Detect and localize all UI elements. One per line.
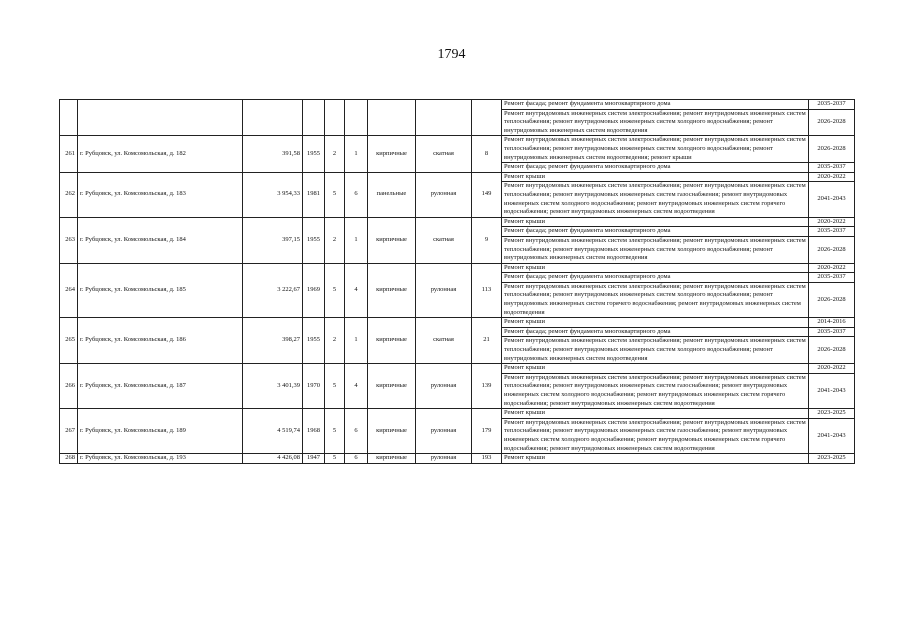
address-cell: г. Рубцовск, ул. Комсомольская, д. 183 [78, 172, 243, 217]
work-type-cell: Ремонт внутридомовых инженерных систем электроснабжения; ремонт внутридомовых инженерных систем теплоснабжения; ремонт внутридомовых инженерных систем газоснабжения; ремонт внутридомовых инженерных систем холодного водоснабжения; ремонт внутридомовых инженерных систем горячего водоснабжения; ремонт внутридомовых инженерных систем водоотведения [502, 418, 809, 453]
floors-cell [325, 100, 345, 136]
roof-type-cell: скатная [416, 136, 472, 172]
address-cell: г. Рубцовск, ул. Комсомольская, д. 186 [78, 318, 243, 364]
entrances-cell: 4 [345, 263, 368, 318]
apartments-cell: 193 [472, 454, 502, 464]
address-cell: г. Рубцовск, ул. Комсомольская, д. 187 [78, 364, 243, 409]
row-number [60, 100, 78, 136]
period-cell: 2026-2028 [809, 236, 855, 263]
table-row [60, 364, 855, 374]
period-cell: 2020-2022 [809, 364, 855, 374]
work-type-cell: Ремонт внутридомовых инженерных систем электроснабжения; ремонт внутридомовых инженерных систем теплоснабжения; ремонт внутридомовых инженерных систем газоснабжения; ремонт внутридомовых инженерных систем холодного водоснабжения; ремонт внутридомовых инженерных систем горячего водоснабжения; ремонт внутридомовых инженерных систем водоотведения [502, 373, 809, 408]
roof-type-cell: рулонная [416, 172, 472, 217]
work-type-cell: Ремонт внутридомовых инженерных систем электроснабжения; ремонт внутридомовых инженерных систем теплоснабжения; ремонт внутридомовых инженерных систем холодного водоснабжения; ремонт внутридомовых инженерных систем водоотведения [502, 236, 809, 263]
year-cell: 1947 [303, 454, 325, 464]
area-cell: 391,58 [243, 136, 303, 172]
address-cell [78, 100, 243, 136]
work-type-cell: Ремонт крыши [502, 364, 809, 374]
work-type-cell: Ремонт внутридомовых инженерных систем электроснабжения; ремонт внутридомовых инженерных систем теплоснабжения; ремонт внутридомовых инженерных систем газоснабжения; ремонт внутридомовых инженерных систем холодного водоснабжения; ремонт внутридомовых инженерных систем горячего водоснабжения; ремонт внутридомовых инженерных систем водоотведения [502, 182, 809, 217]
year-cell: 1955 [303, 136, 325, 172]
apartments-cell: 8 [472, 136, 502, 172]
address-cell: г. Рубцовск, ул. Комсомольская, д. 189 [78, 409, 243, 454]
row-number: 261 [60, 136, 78, 172]
area-cell: 4 519,74 [243, 409, 303, 454]
floors-cell: 2 [325, 136, 345, 172]
period-cell: 2026-2028 [809, 337, 855, 364]
roof-type-cell: рулонная [416, 364, 472, 409]
work-type-cell: Ремонт крыши [502, 263, 809, 273]
page-number: 1794 [437, 47, 466, 62]
work-type-cell: Ремонт крыши [502, 318, 809, 328]
floors-cell: 5 [325, 409, 345, 454]
work-type-cell: Ремонт фасада; ремонт фундамента многоквартирного дома [502, 163, 809, 173]
floors-cell: 2 [325, 217, 345, 263]
apartments-cell: 21 [472, 318, 502, 364]
period-cell: 2020-2022 [809, 263, 855, 273]
row-number: 262 [60, 172, 78, 217]
apartments-cell: 149 [472, 172, 502, 217]
wall-material-cell: кирпичные [368, 136, 416, 172]
wall-material-cell: кирпичные [368, 409, 416, 454]
period-cell: 2035-2037 [809, 327, 855, 337]
period-cell: 2035-2037 [809, 273, 855, 283]
entrances-cell: 6 [345, 172, 368, 217]
row-number: 267 [60, 409, 78, 454]
floors-cell: 5 [325, 454, 345, 464]
table-row [60, 136, 855, 163]
work-type-cell: Ремонт внутридомовых инженерных систем электроснабжения; ремонт внутридомовых инженерных систем теплоснабжения; ремонт внутридомовых инженерных систем холодного водоснабжения; ремонт внутридомовых инженерных систем горячего водоснабжения; ремонт внутридомовых инженерных систем водоотведения [502, 282, 809, 317]
area-cell: 398,27 [243, 318, 303, 364]
wall-material-cell: кирпичные [368, 364, 416, 409]
work-type-cell: Ремонт внутридомовых инженерных систем электроснабжения; ремонт внутридомовых инженерных систем теплоснабжения; ремонт внутридомовых инженерных систем холодного водоснабжения; ремонт внутридомовых инженерных систем водоотведения [502, 109, 809, 136]
entrances-cell: 4 [345, 364, 368, 409]
table-row [60, 409, 855, 419]
row-number: 265 [60, 318, 78, 364]
work-type-cell: Ремонт фасада; ремонт фундамента многоквартирного дома [502, 100, 809, 110]
period-cell: 2035-2037 [809, 100, 855, 110]
row-number: 266 [60, 364, 78, 409]
work-type-cell: Ремонт фасада; ремонт фундамента многоквартирного дома [502, 273, 809, 283]
period-cell: 2014-2016 [809, 318, 855, 328]
address-cell: г. Рубцовск, ул. Комсомольская, д. 182 [78, 136, 243, 172]
apartments-cell [472, 100, 502, 136]
row-number: 263 [60, 217, 78, 263]
row-number: 268 [60, 454, 78, 464]
year-cell: 1981 [303, 172, 325, 217]
table-row [60, 318, 855, 328]
entrances-cell [345, 100, 368, 136]
table-row [60, 100, 855, 110]
area-cell: 4 426,08 [243, 454, 303, 464]
period-cell: 2023-2025 [809, 409, 855, 419]
work-type-cell: Ремонт внутридомовых инженерных систем электроснабжения; ремонт внутридомовых инженерных систем теплоснабжения; ремонт внутридомовых инженерных систем холодного водоснабжения; ремонт внутридомовых инженерных систем водоотведения [502, 337, 809, 364]
entrances-cell: 6 [345, 454, 368, 464]
area-cell: 397,15 [243, 217, 303, 263]
area-cell [243, 100, 303, 136]
entrances-cell: 1 [345, 318, 368, 364]
period-cell: 2026-2028 [809, 282, 855, 317]
floors-cell: 2 [325, 318, 345, 364]
area-cell: 3 954,33 [243, 172, 303, 217]
table-row [60, 172, 855, 182]
address-cell: г. Рубцовск, ул. Комсомольская, д. 184 [78, 217, 243, 263]
period-cell: 2041-2043 [809, 373, 855, 408]
wall-material-cell: панельные [368, 172, 416, 217]
period-cell: 2026-2028 [809, 136, 855, 163]
area-cell: 3 222,67 [243, 263, 303, 318]
wall-material-cell: кирпичные [368, 318, 416, 364]
row-number: 264 [60, 263, 78, 318]
table-row [60, 217, 855, 227]
apartments-cell: 9 [472, 217, 502, 263]
year-cell: 1955 [303, 318, 325, 364]
work-type-cell: Ремонт фасада; ремонт фундамента многоквартирного дома [502, 227, 809, 237]
entrances-cell: 6 [345, 409, 368, 454]
period-cell: 2020-2022 [809, 217, 855, 227]
period-cell: 2035-2037 [809, 163, 855, 173]
work-type-cell: Ремонт крыши [502, 172, 809, 182]
roof-type-cell: скатная [416, 318, 472, 364]
work-type-cell: Ремонт фасада; ремонт фундамента многоквартирного дома [502, 327, 809, 337]
roof-type-cell: рулонная [416, 409, 472, 454]
address-cell: г. Рубцовск, ул. Комсомольская, д. 193 [78, 454, 243, 464]
wall-material-cell [368, 100, 416, 136]
period-cell: 2026-2028 [809, 109, 855, 136]
roof-type-cell [416, 100, 472, 136]
apartments-cell: 179 [472, 409, 502, 454]
apartments-cell: 139 [472, 364, 502, 409]
work-type-cell: Ремонт крыши [502, 454, 809, 464]
year-cell: 1969 [303, 263, 325, 318]
wall-material-cell: кирпичные [368, 454, 416, 464]
year-cell: 1955 [303, 217, 325, 263]
work-type-cell: Ремонт крыши [502, 217, 809, 227]
repair-schedule-table [59, 99, 855, 464]
period-cell: 2041-2043 [809, 182, 855, 217]
floors-cell: 5 [325, 263, 345, 318]
wall-material-cell: кирпичные [368, 217, 416, 263]
entrances-cell: 1 [345, 217, 368, 263]
table-row [60, 263, 855, 273]
roof-type-cell: скатная [416, 217, 472, 263]
period-cell: 2041-2043 [809, 418, 855, 453]
area-cell: 3 401,39 [243, 364, 303, 409]
work-type-cell: Ремонт внутридомовых инженерных систем электроснабжения; ремонт внутридомовых инженерных систем теплоснабжения; ремонт внутридомовых инженерных систем холодного водоснабжения; ремонт внутридомовых инженерных систем водоотведения; ремонт крыши [502, 136, 809, 163]
floors-cell: 5 [325, 364, 345, 409]
period-cell: 2035-2037 [809, 227, 855, 237]
period-cell: 2020-2022 [809, 172, 855, 182]
address-cell: г. Рубцовск, ул. Комсомольская, д. 185 [78, 263, 243, 318]
work-type-cell: Ремонт крыши [502, 409, 809, 419]
year-cell: 1970 [303, 364, 325, 409]
roof-type-cell: рулонная [416, 263, 472, 318]
year-cell [303, 100, 325, 136]
apartments-cell: 113 [472, 263, 502, 318]
roof-type-cell: рулонная [416, 454, 472, 464]
entrances-cell: 1 [345, 136, 368, 172]
floors-cell: 5 [325, 172, 345, 217]
period-cell: 2023-2025 [809, 454, 855, 464]
year-cell: 1968 [303, 409, 325, 454]
table-row [60, 454, 855, 464]
wall-material-cell: кирпичные [368, 263, 416, 318]
